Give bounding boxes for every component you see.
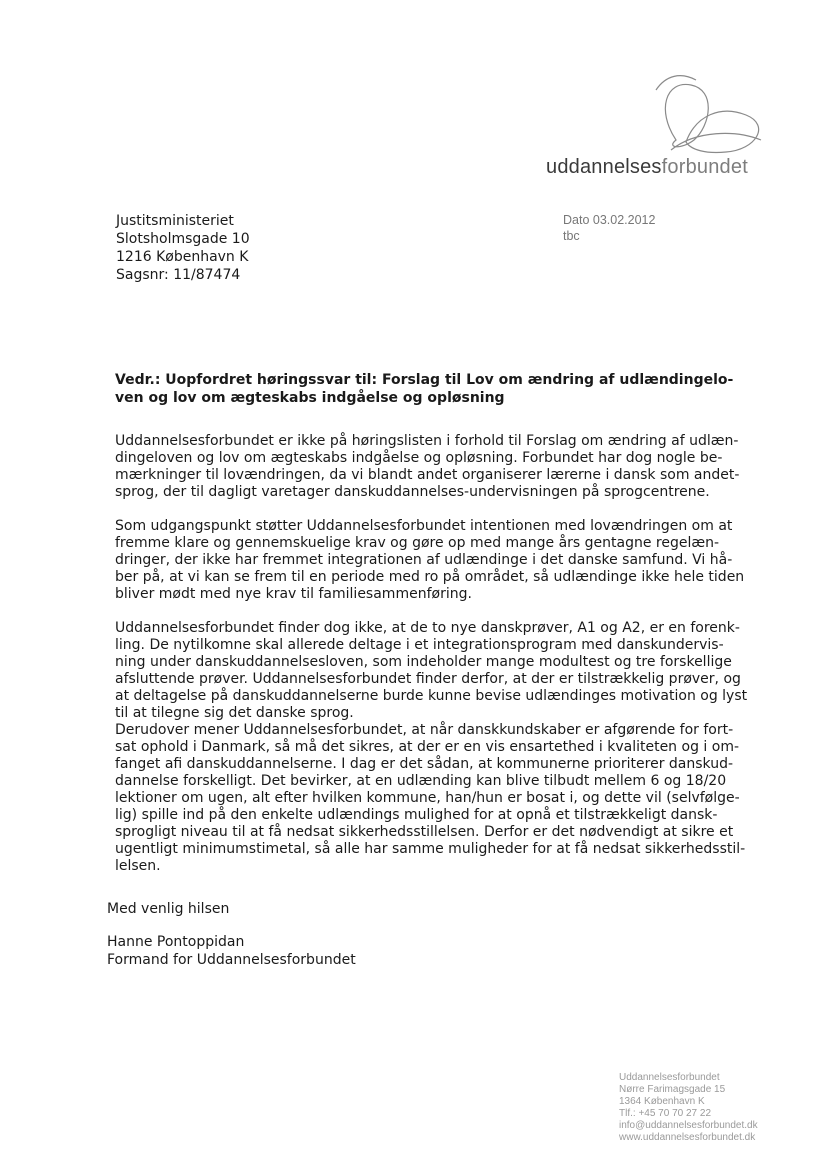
date-block xyxy=(563,212,655,244)
footer-line: 1364 København K xyxy=(619,1096,705,1107)
body-line: bliver mødt med nye krav til familiesammenføring. xyxy=(115,586,472,602)
recipient-line: Slotsholmsgade 10 xyxy=(116,231,250,247)
footer-line: Nørre Farimagsgade 15 xyxy=(619,1084,726,1095)
subject-heading xyxy=(115,371,734,407)
body-paragraph xyxy=(115,620,747,722)
signature-block xyxy=(107,933,356,969)
logo-word-first: uddannelses xyxy=(546,156,662,178)
body-line: sat ophold i Danmark, så må det sikres, at der er en vis ensartethed i kvaliteten og i om- xyxy=(115,739,740,755)
body-line: mærkninger til lovændringen, da vi blandt andet organiserer lærerne i dansk som andet- xyxy=(115,467,740,483)
body-line: Uddannelsesforbundet finder dog ikke, at de to nye danskprøver, A1 og A2, er en forenk- xyxy=(115,620,740,636)
signer-name: Hanne Pontoppidan xyxy=(107,934,245,950)
body-line: Som udgangspunkt støtter Uddannelsesforbundet intentionen med lovændringen om at xyxy=(115,518,733,534)
body-line: fremme klare og gennemskuelige krav og gøre op med mange års gentagne regelæn- xyxy=(115,535,720,551)
body-paragraph xyxy=(115,722,747,875)
footer-website-link[interactable]: www.uddannelsesforbundet.dk xyxy=(619,1132,756,1143)
subject-line: Vedr.: Uopfordret høringssvar til: Forslag til Lov om ændring af udlændingelo- xyxy=(115,372,734,388)
body-line: sprog, der til dagligt varetager danskuddannelses-undervisningen på sprogcentrene. xyxy=(115,484,710,500)
signer-title: Formand for Uddannelsesforbundet xyxy=(107,952,356,968)
body-line: Uddannelsesforbundet er ikke på høringslisten i forhold til Forslag om ændring af udlæn- xyxy=(115,433,739,449)
body-line: fanget afi danskuddannelserne. I dag er det sådan, at kommunerne prioriterer danskud- xyxy=(115,756,734,772)
logo-swirl-icon xyxy=(636,70,786,170)
body-line: lektioner om ugen, alt efter hvilken kommune, han/hun er bosat i, og dette vil (selvfølge- xyxy=(115,790,740,806)
letter-date: Dato 03.02.2012 xyxy=(563,213,656,227)
body-line: ling. De nytilkomne skal allerede deltage i et integrationsprogram med danskundervis- xyxy=(115,637,724,653)
body-paragraph xyxy=(115,518,747,603)
logo-wordmark xyxy=(546,156,748,179)
body-line: lelsen. xyxy=(115,858,161,874)
recipient-address xyxy=(116,212,250,284)
footer-contact xyxy=(619,1072,758,1144)
body-paragraph xyxy=(115,433,747,501)
footer-email-link[interactable]: info@uddannelsesforbundet.dk xyxy=(619,1120,758,1131)
closing-salutation: Med venlig hilsen xyxy=(107,901,230,917)
logo-word-second: forbundet xyxy=(661,156,748,178)
body-line: ugentligt minimumstimetal, så alle har samme muligheder for at få nedsat sikkerhedsstil- xyxy=(115,841,746,857)
body-line: dannelse forskelligt. Det bevirker, at en udlænding kan blive tilbudt mellem 6 og 18/20 xyxy=(115,773,727,789)
body-line: ber på, at vi kan se frem til en periode med ro på området, så udlændinge ikke hele tiden xyxy=(115,569,745,585)
subject-line: ven og lov om ægteskabs indgåelse og opløsning xyxy=(115,390,505,406)
body-line: dingeloven og lov om ægteskabs indgåelse og opløsning. Forbundet har dog nogle be- xyxy=(115,450,723,466)
recipient-line: 1216 København K xyxy=(116,249,249,265)
body-line: dringer, der ikke har fremmet integrationen af udlændinge i det danske samfund. Vi hå- xyxy=(115,552,733,568)
body-line: til at tilegne sig det danske sprog. xyxy=(115,705,354,721)
recipient-line: Sagsnr: 11/87474 xyxy=(116,267,241,283)
body-line: sprogligt niveau til at få nedsat sikkerhedsstillelsen. Derfor er det nødvendigt at sikre et xyxy=(115,824,734,840)
body-line: Derudover mener Uddannelsesforbundet, at når danskkundskaber er afgørende for fort- xyxy=(115,722,734,738)
letter-body xyxy=(115,433,747,875)
body-line: at deltagelse på danskuddannelserne burde kunne bevise udlændinges motivation og lyst xyxy=(115,688,748,704)
footer-line: Uddannelsesforbundet xyxy=(619,1072,720,1083)
footer-line: Tlf.: +45 70 70 27 22 xyxy=(619,1108,712,1119)
body-line: afsluttende prøver. Uddannelsesforbundet finder derfor, at der er tilstrækkelig prøver, og xyxy=(115,671,741,687)
recipient-line: Justitsministeriet xyxy=(116,213,234,229)
body-line: ning under danskuddannelsesloven, som indeholder mange modultest og tre forskellige xyxy=(115,654,732,670)
body-line: lig) spille ind på den enkelte udlændings mulighed for at opnå et tilstrækkeligt dansk- xyxy=(115,807,718,823)
author-initials: tbc xyxy=(563,229,580,243)
